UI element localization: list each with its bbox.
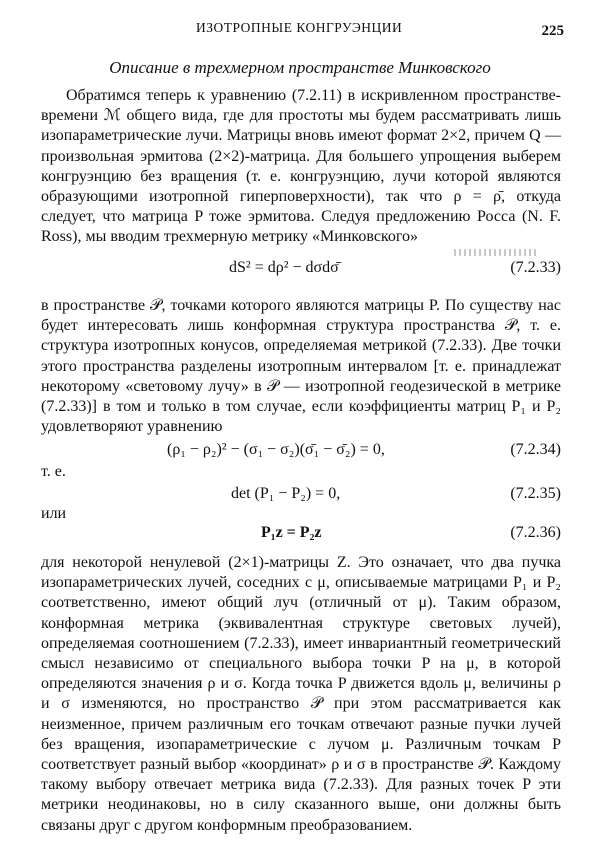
connector-te: т. е.	[41, 463, 66, 480]
page-number: 225	[541, 23, 564, 39]
paragraph-2: в пространстве 𝒫, точками которого являются матрицы P. По существу нас будет интересовать лишь конформная структура пространства 𝒫, т. е. структура изотропных конусов, определяемая метрикой (7.2.33). Две точки этого пространства разделены изотропным интервалом [т. е. принадлежат некоторому «световому лучу» в 𝒫 — изотропной геодезической в метрике (7.2.33)] в том и только в том случае, если коэффициенты матриц P₁ и P₂ удовлетворяют уравнению	[41, 297, 561, 436]
paragraph-3-block	[41, 553, 561, 836]
equation-7-2-33	[41, 259, 561, 281]
equation-7-2-34	[41, 441, 561, 463]
equation-number: (7.2.36)	[510, 524, 561, 541]
paragraph-3: для некоторой ненулевой (2×1)-матрицы Z. Это означает, что два пучка изопараметрических лучей, соседних с μ, описываемые матрицами P₁ и P₂ соответственно, имеют общий луч (отличный от μ). Таким образом, конформная метрика (эквивалентная структуре световых лучей), определяемая соотношением (7.2.33), имеет инвариантный геометрический смысл независимо от специального выбора точки P на μ, в которой определяются значения ρ и σ. Когда точка P движется вдоль μ, величины ρ и σ изменяются, но пространство 𝒫 при этом рассматривается как неизменное, причем различным его точкам отвечают разные пучки лучей без вращения, изопараметрические с лучом μ. Различным точкам P соответствует разный выбор «координат» ρ и σ в пространстве 𝒫. Каждому такому выбору отвечает метрика вида (7.2.33). Для разных точек P эти метрики неодинаковы, но в силу сказанного выше, они должны быть связаны друг с другом конформным преобразованием.	[41, 554, 561, 834]
equation-7-2-35	[41, 485, 561, 507]
equation-expression: det (P₁ − P₂) = 0,	[231, 485, 341, 502]
equation-number: (7.2.33)	[510, 259, 561, 276]
paragraph-1: Обратимся теперь к уравнению (7.2.11) в искривленном пространстве-времени ℳ общего вида, где для простоты мы будем рассматривать лишь изопараметрические лучи. Матрицы вновь имеют формат 2×2, причем Q — произвольная эрмитова (2×2)-матрица. Для большего упрощения выберем конгруэнцию без вращения (т. е. конгруэнцию, лучи которой являются образующими изотропной гиперповерхности), так что ρ = ρ̄, откуда следует, что матрица P тоже эрмитова. Следуя предложению Росса (N. F. Ross), мы вводим трехмерную метрику «Минковского»	[41, 87, 561, 246]
equation-expression: (ρ₁ − ρ₂)² − (σ₁ − σ₂)(σ̄₁ − σ̄₂) = 0,	[167, 441, 385, 458]
equation-number: (7.2.34)	[510, 441, 561, 458]
running-head: ИЗОТРОПНЫЕ КОНГРУЭНЦИИ	[196, 20, 403, 35]
equation-expression: P₁z = P₂z	[261, 524, 322, 541]
equation-number: (7.2.35)	[510, 485, 561, 502]
paragraph-1-block	[41, 86, 561, 248]
print-smudge	[454, 249, 538, 256]
paragraph-2-block	[41, 296, 561, 437]
equation-expression: dS² = dρ² − dσdσ̄	[229, 259, 339, 276]
section-title: Описание в трехмерном пространстве Минковского	[109, 58, 491, 77]
equation-7-2-36	[41, 524, 561, 546]
connector-ili: или	[41, 505, 67, 522]
